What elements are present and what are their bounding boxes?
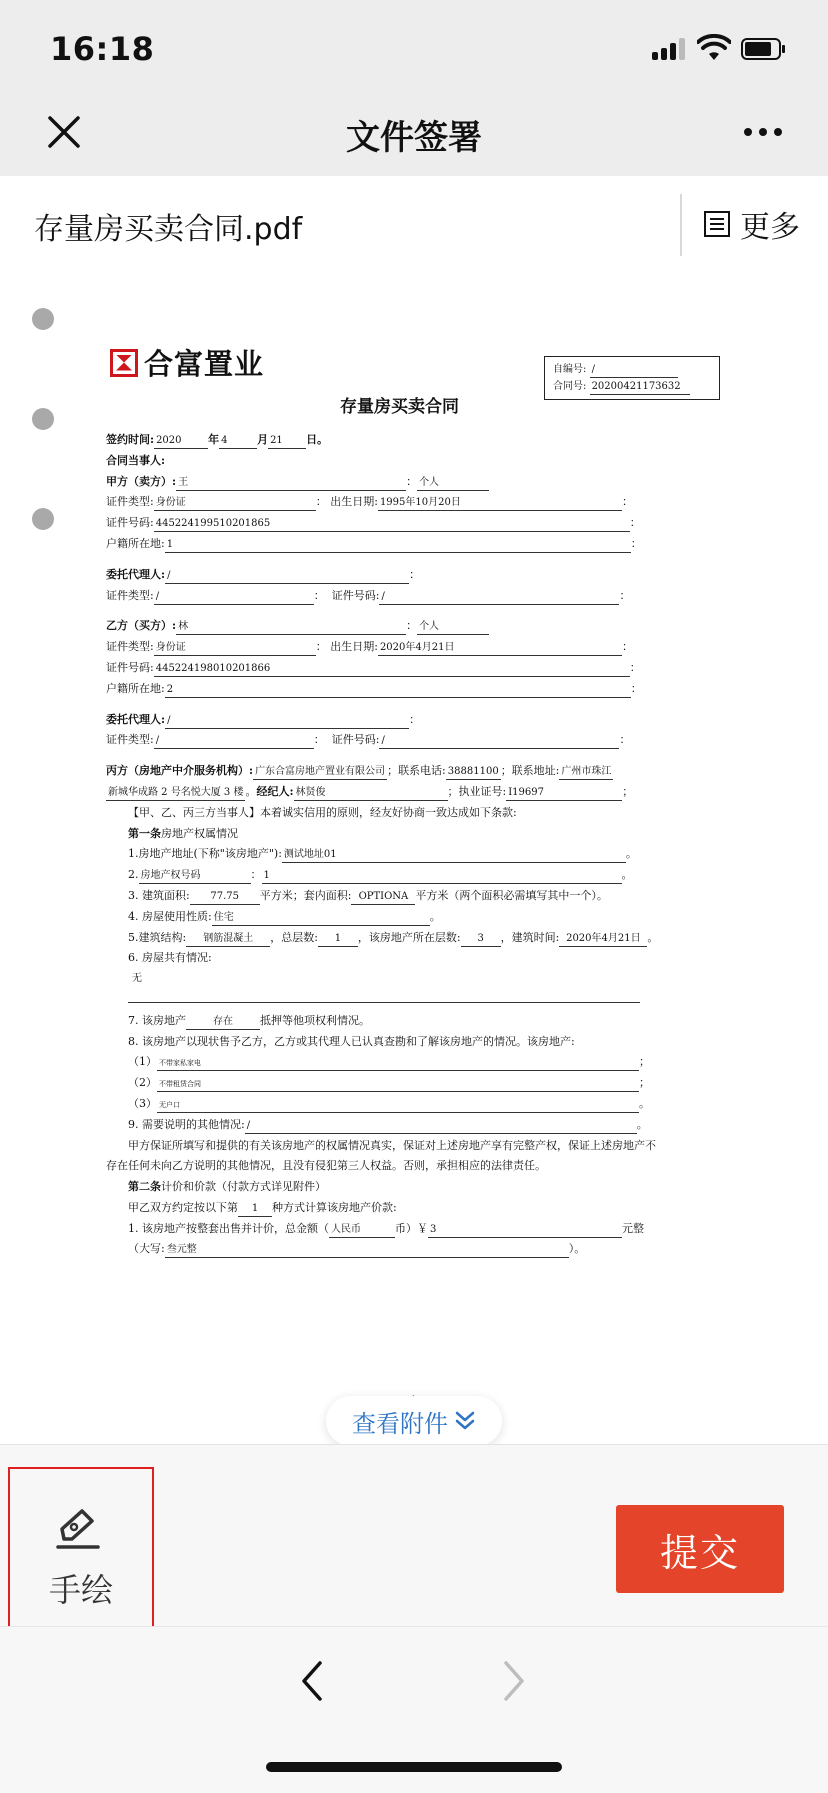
document-viewer[interactable] [0, 272, 828, 1444]
list-icon [704, 211, 730, 237]
cellular-signal-icon [652, 36, 690, 60]
more-options-icon[interactable] [744, 128, 784, 138]
status-bar [0, 0, 828, 100]
more-button[interactable] [704, 202, 800, 246]
status-time: 16:18 [50, 30, 155, 68]
page-marker-dot [32, 408, 54, 430]
hand-draw-label: 手绘 [48, 1571, 113, 1609]
page-title: 文件签署 [346, 118, 482, 158]
page-marker-dot [32, 508, 54, 530]
forward-arrow-icon[interactable] [500, 1657, 530, 1705]
battery-icon [741, 38, 787, 60]
page-marker-dot [32, 308, 54, 330]
view-attachments-button[interactable] [326, 1396, 502, 1446]
wifi-icon [697, 34, 731, 62]
action-bar [0, 1444, 828, 1627]
view-attachments-label: 查看附件 [352, 1409, 448, 1438]
nav-bar [0, 100, 828, 176]
divider [680, 194, 682, 256]
hand-draw-button[interactable] [8, 1467, 154, 1629]
back-arrow-icon[interactable] [296, 1657, 326, 1705]
logo-mark-icon [110, 349, 138, 377]
file-name: 存量房买卖合同.pdf [34, 212, 303, 247]
logo-text: 合富置业 [144, 347, 265, 381]
double-chevron-down-icon [454, 1410, 476, 1432]
home-indicator [266, 1762, 562, 1772]
file-header [0, 176, 828, 272]
contract-id-box: 自编号: / 合同号: 20200421173632 [544, 356, 720, 400]
pen-icon [54, 1505, 104, 1551]
contract-title: 存量房买卖合同 [340, 397, 459, 417]
submit-button[interactable]: 提交 [616, 1505, 784, 1593]
contract-body: 签约时间: 2020 年 4 月 21 日。 合同当事人: 甲方（卖方）: 王 ： 个人 证件类型: 身份证 ： 出生日期: 1995年10月20日 ： 证件号码: 445224199510201865 ： 户籍所在地: 1 ： 委托代理人: / ： 证件类型: / ： 证件号码: / ： 乙方（买方）: 林 ： 个人 证件类型: 身份证 ： 出生日期: 2020年4月21日 ： 证件号码: 445224198010201866 ： 户籍所在地: 2 ： 委托代理人: / ： 证件类型: / ： 证件号码: / ： 丙方（房地产中介服务机构）: 广东合富房地产置业有限公司 ；联系电话: 38881100 ；联系地址: 广州市珠江 新城华成路 2 号名悦大厦 3 楼 。经纪人: 林贤俊 ；执业证号: I19697 ； 【甲、乙、丙三方当事人】本着诚实信用的原则，经友好协商一致达成如下条款: 第一条房地产权属情况 1.房地产地址(下称"该房地产"): 测试地址01 。 2. 房地产权号码 ： 1 。 3. 建筑面积: 77.75 平方米；套内面积: OPTIONA 平方米（两个面积必需填写其中一个）。 4. 房屋使用性质: 住宅 。 5.建筑结构: 钢筋混凝土 ，总层数: 1 ，该房地产所在层数: 3 ，建筑时间: 2020年4月21日 。 6. 房屋共有情况: 无 7. 该房地产 存在 抵押等他项权利情况。 8. 该房地产以现状售予乙方，乙方或其代理人已认真查勘和了解该房地产的情况。该房地产: （1） 不带家私家电 ； （2） 不带租赁合同 ； （3） 无户口 。 9. 需要说明的其他情况: / 。 甲方保证所填写和提供的有关该房地产的权属情况真实，保证对上述房地产享有完整产权，保证上述房地产不 存在任何未向乙方说明的其他情况，且没有侵犯第三人权益。否则，承担相应的法律责任。 第二条计价和价款（付款方式详见附件） 甲乙双方约定按以下第 1 种方式计算该房地产价款: 1. 该房地产按整套出售并计价，总金额（ 人民币 币）￥ 3 元整 （大写: 叁元整 ）。 [106, 430, 726, 1260]
more-label: 更多 [740, 210, 800, 245]
company-logo [110, 342, 264, 383]
